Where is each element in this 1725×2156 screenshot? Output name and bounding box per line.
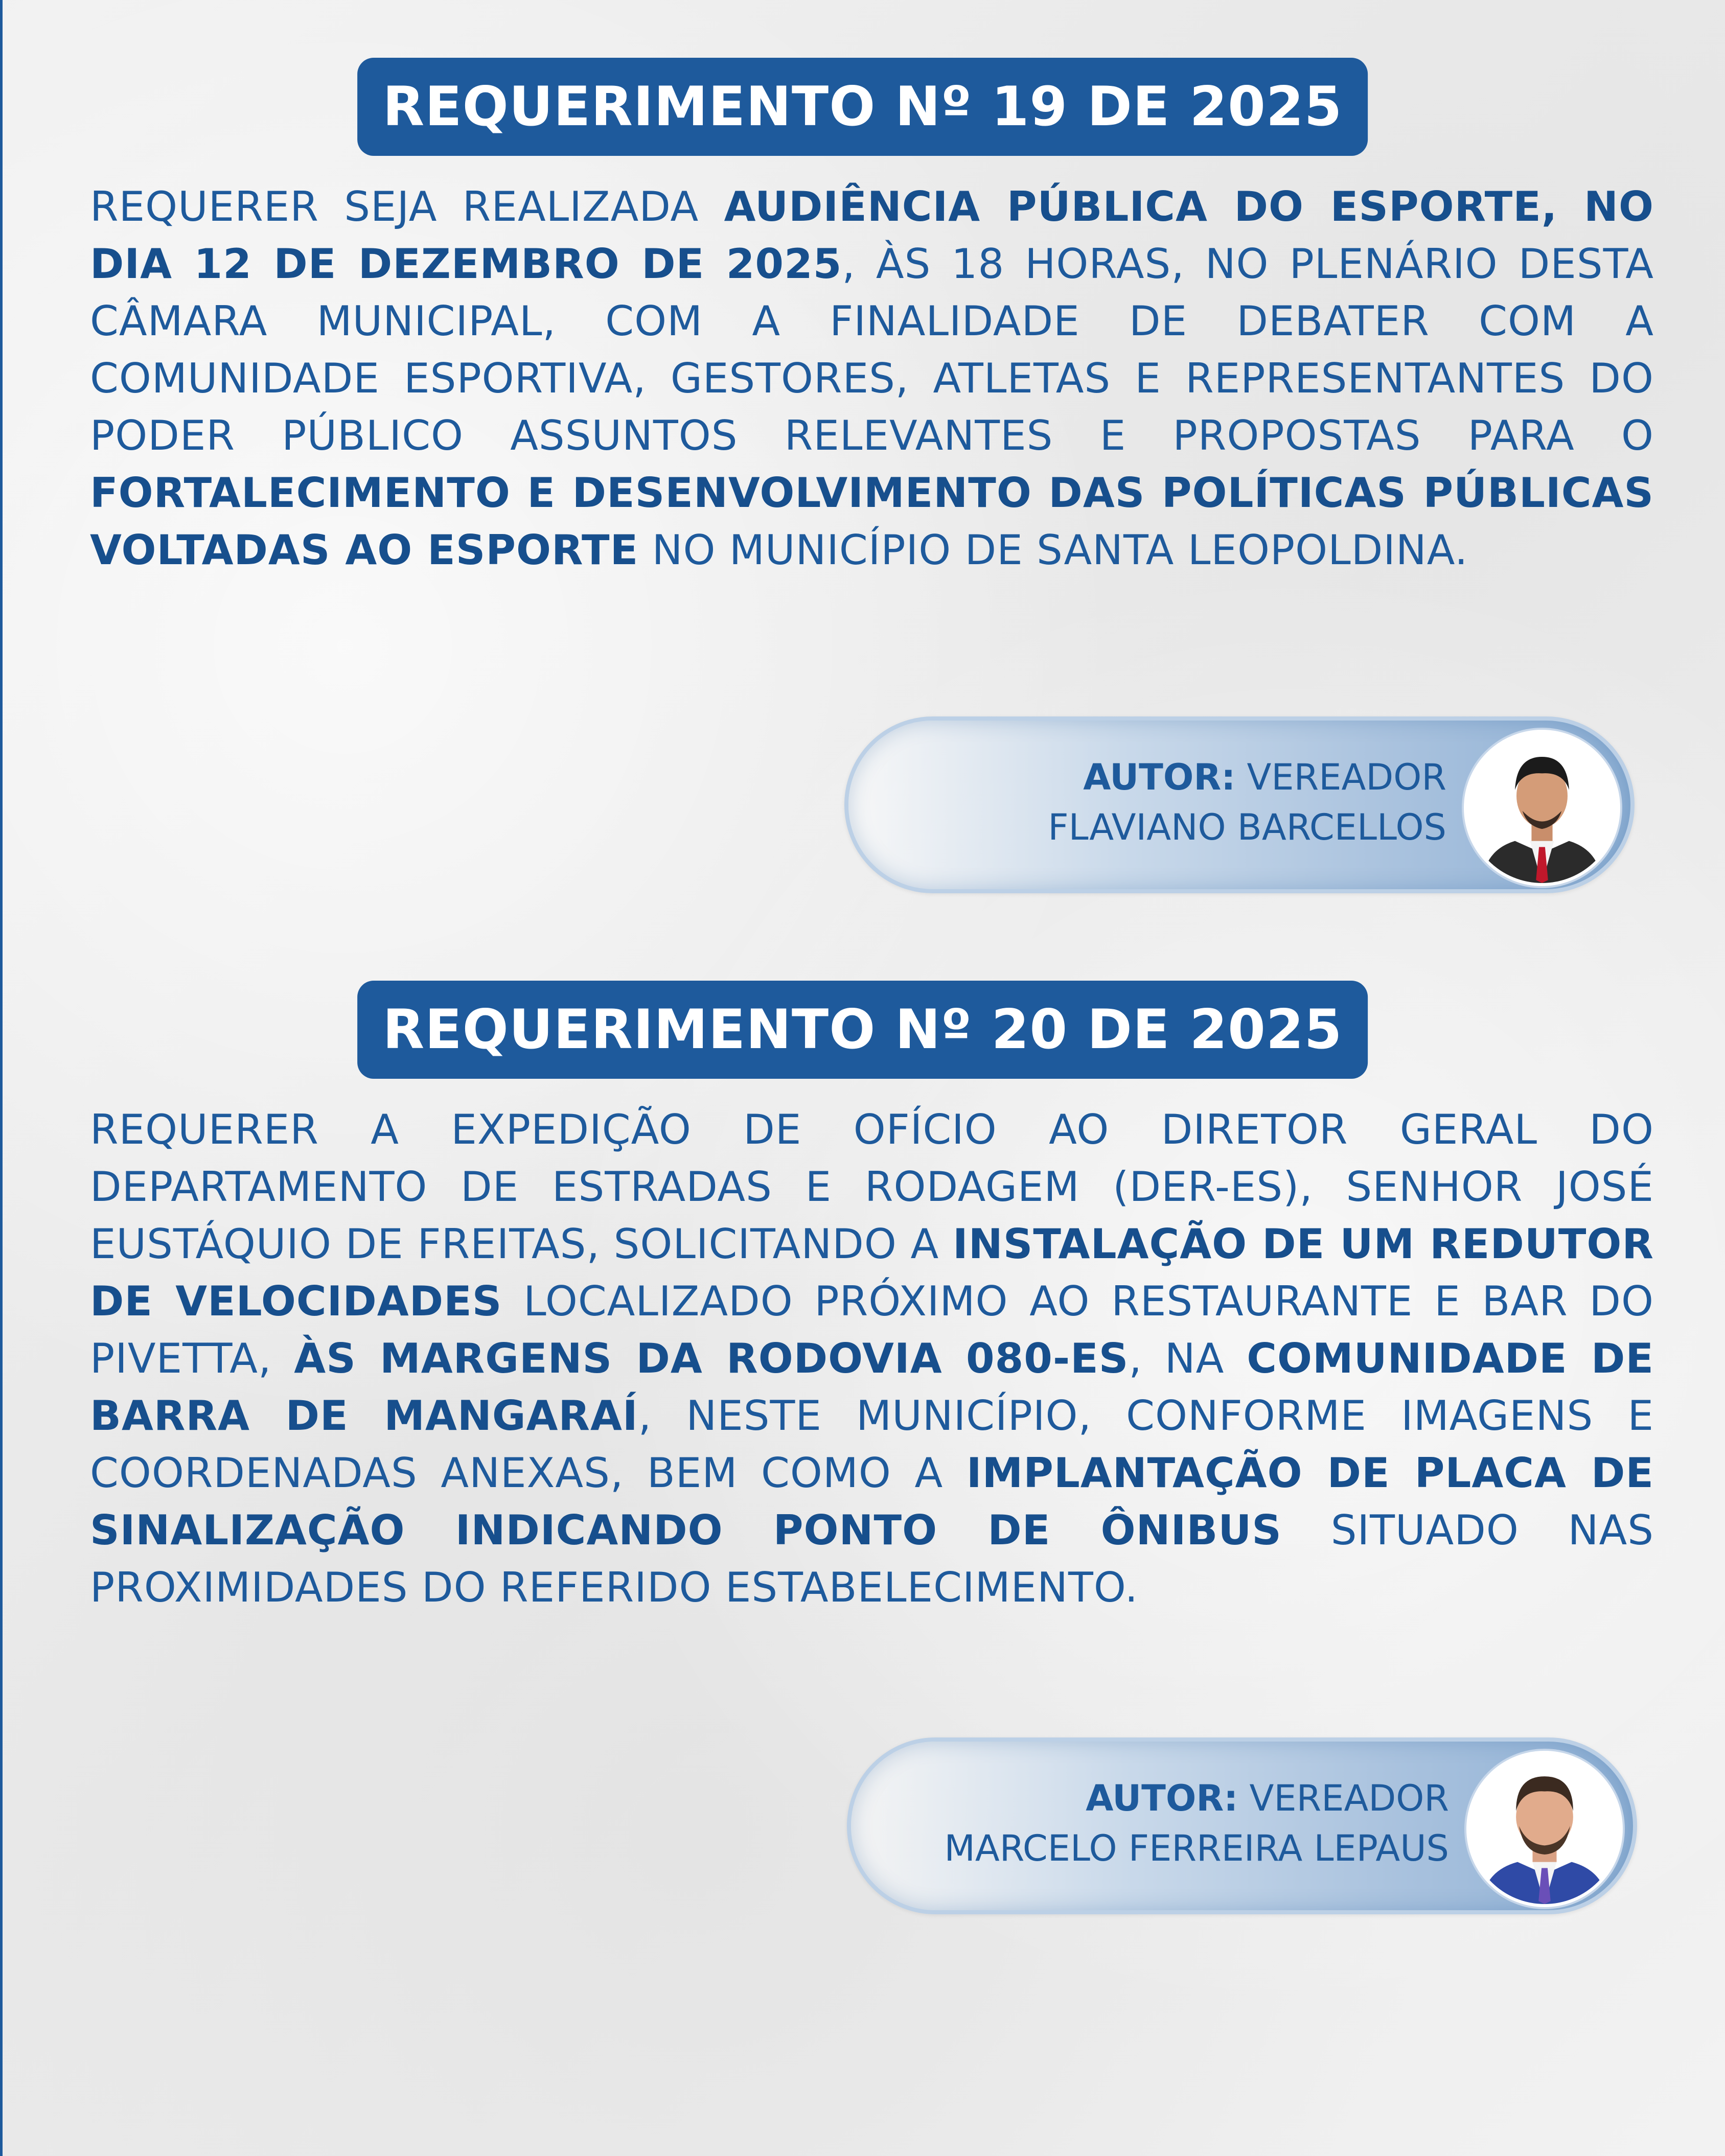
- highlight-text: INSTALAÇÃO DE UM REDUTOR DE VELOCIDADES: [90, 1220, 1654, 1325]
- body-text-run: NO MUNICÍPIO DE SANTA LEOPOLDINA.: [638, 526, 1468, 574]
- left-edge-accent: [0, 0, 3, 2156]
- author-label: AUTOR:: [1083, 756, 1236, 798]
- requerimento-title: REQUERIMENTO Nº 20 DE 2025: [357, 981, 1368, 1079]
- author-text: [1048, 752, 1446, 852]
- author-photo-avatar-icon: [1464, 730, 1620, 886]
- person-portrait-icon: [1469, 1754, 1620, 1904]
- author-role: VEREADOR: [1247, 756, 1446, 798]
- body-text-run: SITUADO NAS PROXIMIDADES DO REFERIDO ESTABELECIMENTO.: [90, 1506, 1654, 1611]
- requerimento-title: REQUERIMENTO Nº 19 DE 2025: [357, 58, 1368, 156]
- highlight-text: COMUNIDADE DE BARRA DE MANGARAÍ: [90, 1335, 1654, 1440]
- author-name: FLAVIANO BARCELLOS: [1048, 806, 1446, 848]
- author-photo-avatar-icon: [1466, 1751, 1623, 1907]
- author-text: [945, 1773, 1450, 1873]
- author-card: [844, 716, 1635, 893]
- highlight-text: ÀS MARGENS DA RODOVIA 080-ES: [294, 1335, 1129, 1382]
- requerimento-body: [90, 178, 1654, 579]
- body-text-run: , NA: [1129, 1335, 1247, 1382]
- body-text-run: , NESTE MUNICÍPIO, CONFORME IMAGENS E COORDENADAS ANEXAS, BEM COMO A: [90, 1392, 1654, 1497]
- author-label: AUTOR:: [1086, 1777, 1238, 1819]
- requerimento-body: [90, 1101, 1654, 1616]
- highlight-text: FORTALECIMENTO E DESENVOLVIMENTO DAS POLÍTICAS PÚBLICAS VOLTADAS AO ESPORTE: [90, 469, 1654, 574]
- author-role: VEREADOR: [1249, 1777, 1449, 1819]
- body-text-run: , ÀS 18 HORAS, NO PLENÁRIO DESTA CÂMARA MUNICIPAL, COM A FINALIDADE DE DEBATER COM A COMUNIDADE ESPORTIVA, GESTORES, ATLETAS E REPRESENTANTES DO PODER PÚBLICO ASSUNTOS RELEVANTES E PROPOSTAS PARA O: [90, 240, 1654, 459]
- body-text-run: REQUERER SEJA REALIZADA: [90, 183, 724, 230]
- author-card: [847, 1737, 1637, 1914]
- body-text-run: LOCALIZADO PRÓXIMO AO RESTAURANTE E BAR DO PIVETTA,: [90, 1278, 1654, 1382]
- author-name: MARCELO FERREIRA LEPAUS: [944, 1827, 1449, 1869]
- highlight-text: IMPLANTAÇÃO DE PLACA DE SINALIZAÇÃO INDICANDO PONTO DE ÔNIBUS: [90, 1449, 1654, 1554]
- body-text-run: REQUERER A EXPEDIÇÃO DE OFÍCIO AO DIRETOR GERAL DO DEPARTAMENTO DE ESTRADAS E RODAGEM (DER-ES), SENHOR JOSÉ EUSTÁQUIO DE FREITAS, SOLICITANDO A: [90, 1106, 1654, 1268]
- person-portrait-icon: [1467, 733, 1617, 883]
- highlight-text: AUDIÊNCIA PÚBLICA DO ESPORTE, NO DIA 12 DE DEZEMBRO DE 2025: [90, 183, 1654, 288]
